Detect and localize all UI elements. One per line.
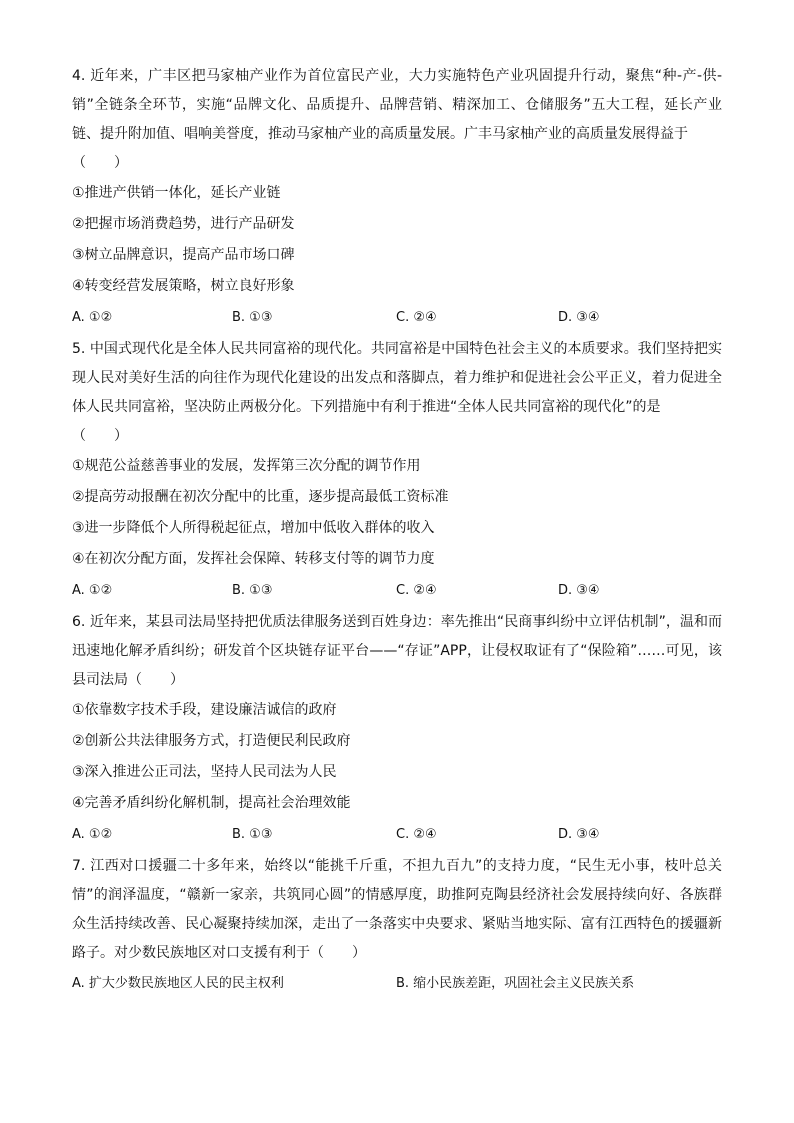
statement-1: ①规范公益慈善事业的发展，发挥第三次分配的调节作用: [72, 458, 421, 474]
choice-b: B. ①③: [232, 827, 273, 842]
question-7: [72, 852, 722, 999]
statement-3: ③树立品牌意识，提高产品市场口碑: [72, 247, 295, 263]
question-stem: [72, 335, 722, 422]
answer-choices: [72, 302, 722, 333]
statement-2: ②创新公共法律服务方式，打造便民利民政府: [72, 733, 351, 749]
answer-blank: （ ）: [72, 155, 128, 171]
answer-choices: [72, 575, 722, 606]
question-7-stem: 7. 江西对口援疆二十多年来，始终以“能挑千斤重，不担九百九”的支持力度，“民生无小事，枝叶总关情”的润泽温度，“赣新一家亲，共筑同心圆”的情感厚度，助推阿克陶县经济社会发展持续向好、各族群众生活持续改善、民心凝聚持续加深，走出了一条落实中央要求、紧贴当地实际、富有江西特色的援疆新路子。对少数民族地区对口支援有利于（ ）: [72, 858, 722, 961]
answer-choices: [72, 819, 722, 850]
question-5-stem: 5. 中国式现代化是全体人民共同富裕的现代化。共同富裕是中国特色社会主义的本质要求。我们坚持把实现人民对美好生活的向往作为现代化建设的出发点和落脚点，着力维护和促进社会公平正义，着力促进全体人民共同富裕，坚决防止两极分化。下列措施中有利于推进“全体人民共同富裕的现代化”的是: [72, 341, 722, 415]
choice-b: B. 缩小民族差距，巩固社会主义民族关系: [396, 976, 635, 991]
choice-b: B. ①③: [232, 583, 273, 598]
statement-3: ③深入推进公正司法，坚持人民司法为人民: [72, 764, 337, 780]
answer-choices: [72, 968, 722, 999]
choice-a: A. ①②: [72, 827, 113, 842]
statement-3: ③进一步降低个人所得税起征点，增加中低收入群体的收入: [72, 520, 435, 536]
choice-a: A. ①②: [72, 310, 113, 325]
statement-2: ②提高劳动报酬在初次分配中的比重，逐步提高最低工资标准: [72, 489, 449, 505]
choice-d: D. ③④: [558, 310, 600, 325]
question-4: [72, 62, 722, 333]
question-stem: [72, 608, 722, 695]
choice-c: C. ②④: [396, 310, 437, 325]
question-6: [72, 608, 722, 850]
choice-d: D. ③④: [558, 827, 600, 842]
statement-1: ①依靠数字技术手段，建设廉洁诚信的政府: [72, 702, 337, 718]
question-5: [72, 335, 722, 606]
choice-a: A. ①②: [72, 583, 113, 598]
choice-d: D. ③④: [558, 583, 600, 598]
answer-blank: （ ）: [72, 428, 128, 444]
exam-page: [72, 62, 722, 999]
statement-4: ④在初次分配方面，发挥社会保障、转移支付等的调节力度: [72, 551, 435, 567]
question-6-stem: 6. 近年来，某县司法局坚持把优质法律服务送到百姓身边：率先推出“民商事纠纷中立评估机制”，温和而迅速地化解矛盾纠纷；研发首个区块链存证平台——“存证”APP，让侵权取证有了“保险箱”……可见，该县司法局（ ）: [72, 614, 722, 688]
statement-4: ④完善矛盾纠纷化解机制，提高社会治理效能: [72, 795, 351, 811]
statement-4: ④转变经营发展策略，树立良好形象: [72, 278, 295, 294]
question-stem: [72, 62, 722, 149]
choice-c: C. ②④: [396, 827, 437, 842]
question-4-stem: 4. 近年来，广丰区把马家柚产业作为首位富民产业，大力实施特色产业巩固提升行动，聚焦“种-产-供-销”全链条全环节，实施“品牌文化、品质提升、品牌营销、精深加工、仓储服务”五大工程，延长产业链、提升附加值、唱响美誉度，推动马家柚产业的高质量发展。广丰马家柚产业的高质量发展得益于: [72, 68, 722, 142]
statement-2: ②把握市场消费趋势，进行产品研发: [72, 216, 295, 232]
choice-c: C. ②④: [396, 583, 437, 598]
choice-b: B. ①③: [232, 310, 273, 325]
choice-a: A. 扩大少数民族地区人民的民主权利: [72, 976, 284, 991]
statement-1: ①推进产供销一体化，延长产业链: [72, 185, 281, 201]
question-stem: [72, 852, 722, 968]
